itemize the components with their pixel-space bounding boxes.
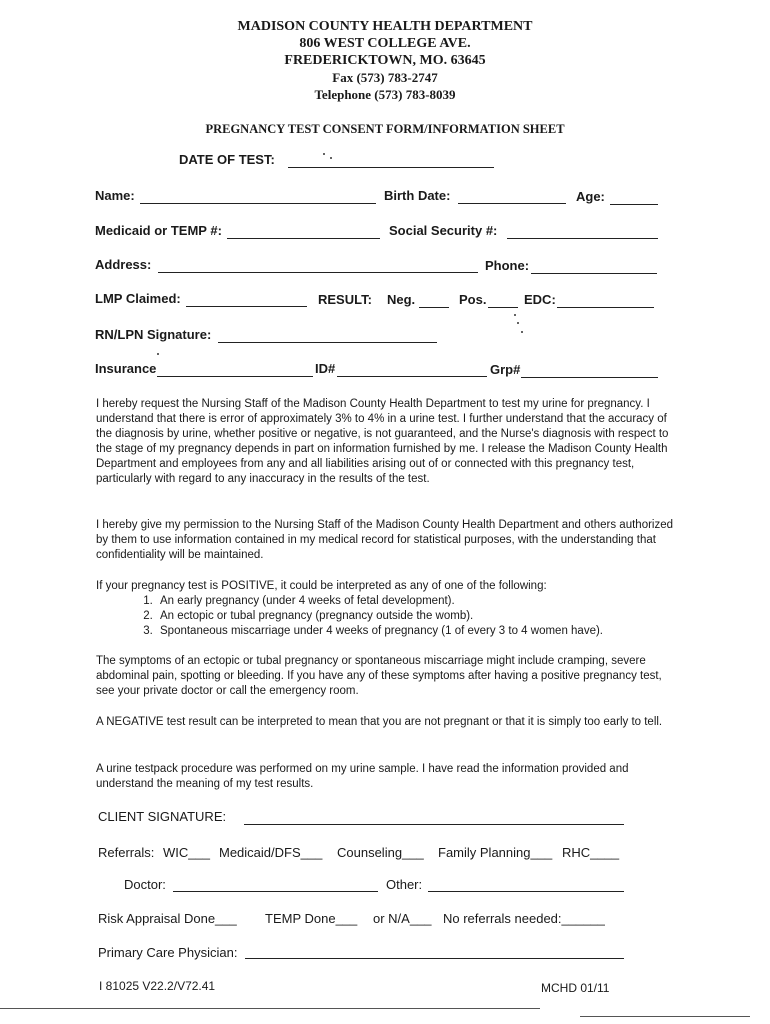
- name-field[interactable]: [140, 203, 376, 204]
- positive-intro: If your pregnancy test is POSITIVE, it could be interpreted as any of one of the following:: [96, 580, 547, 592]
- permission-text: I hereby give my permission to the Nursing Staff of the Madison County Health Department and others authorized by them to use information contained in my medical record for statistical purposes, with the understanding that confidentiality will be maintained.: [96, 519, 674, 561]
- age-field[interactable]: [610, 204, 658, 205]
- ssn-label: Social Security #:: [389, 223, 498, 238]
- consent-text: I hereby request the Nursing Staff of the Madison County Health Department to test my urine for pregnancy. I understand that there is error of approximately 3% to 4% in a urine test. I further understand that the accuracy of the diagnosis by urine, whether positive or negative, is not guaranteed, and the Nurse's diagnosis with respect to the stage of my pregnancy depends in part on information furnished by me. I release the Madison County Health Department and employees from any and all liabilities arising out of or connected with this pregnancy test, particularly with regard to any inaccuracy in the results of the test.: [96, 398, 669, 485]
- grp-field[interactable]: [521, 377, 658, 378]
- referral-counseling[interactable]: Counseling___: [337, 845, 424, 860]
- medicaid-label: Medicaid or TEMP #:: [95, 223, 222, 238]
- symptoms-text: The symptoms of an ectopic or tubal pregnancy or spontaneous miscarriage might include cramping, severe abdominal pain, spotting or bleeding. If you have any of these symptoms after having a positive pregnancy test, see your private doctor or call the emergency room.: [96, 655, 662, 697]
- referral-wic[interactable]: WIC___: [163, 845, 210, 860]
- referrals-label: Referrals:: [98, 845, 155, 860]
- positive-list: [96, 594, 681, 639]
- negative-text: A NEGATIVE test result can be interpreted to mean that you are not pregnant or that it is simply too early to tell.: [96, 716, 663, 728]
- doctor-label: Doctor:: [124, 877, 166, 892]
- ssn-field[interactable]: [507, 238, 658, 239]
- permission-paragraph: [96, 518, 681, 563]
- list-item: 2. An ectopic or tubal pregnancy (pregnancy outside the womb).: [156, 609, 681, 624]
- client-signature-label: CLIENT SIGNATURE:: [98, 809, 227, 824]
- scan-edge-line: [580, 1016, 750, 1017]
- pos-field[interactable]: [488, 307, 518, 308]
- other-label: Other:: [386, 877, 423, 892]
- org-phone: Telephone (573) 783-8039: [314, 87, 456, 102]
- neg-label: Neg.: [387, 292, 416, 307]
- birth-date-label: Birth Date:: [384, 188, 451, 203]
- pos-label: Pos.: [459, 292, 487, 307]
- org-address-city: FREDERICKTOWN, MO. 63645: [284, 53, 486, 68]
- org-address-street: 806 WEST COLLEGE AVE.: [299, 36, 471, 51]
- or-na[interactable]: or N/A___: [373, 911, 432, 926]
- rn-signature-label: RN/LPN Signature:: [95, 327, 212, 342]
- referral-family-planning[interactable]: Family Planning___: [438, 845, 553, 860]
- phone-field[interactable]: [531, 273, 657, 274]
- date-of-test-label: DATE OF TEST:: [179, 152, 275, 167]
- scan-speck: [157, 353, 159, 355]
- insurance-label: Insurance: [95, 361, 157, 376]
- client-signature-field[interactable]: [244, 824, 624, 825]
- no-referrals-needed[interactable]: No referrals needed:______: [443, 911, 605, 926]
- scan-speck: [521, 331, 523, 333]
- id-field[interactable]: [337, 376, 487, 377]
- neg-field[interactable]: [419, 307, 449, 308]
- medicaid-field[interactable]: [227, 238, 380, 239]
- doctor-field[interactable]: [173, 891, 378, 892]
- form-title: PREGNANCY TEST CONSENT FORM/INFORMATION SHEET: [205, 122, 565, 136]
- negative-paragraph: [96, 715, 681, 730]
- lmp-label: LMP Claimed:: [95, 291, 181, 306]
- risk-appraisal-done[interactable]: Risk Appraisal Done___: [98, 911, 237, 926]
- list-item: 3. Spontaneous miscarriage under 4 weeks of pregnancy (1 of every 3 to 4 women have).: [156, 624, 681, 639]
- grp-label: Grp#: [490, 362, 521, 377]
- temp-done[interactable]: TEMP Done___: [265, 911, 358, 926]
- address-field[interactable]: [158, 272, 478, 273]
- name-label: Name:: [95, 188, 135, 203]
- edc-field[interactable]: [557, 307, 654, 308]
- list-item: 1. An early pregnancy (under 4 weeks of fetal development).: [156, 594, 681, 609]
- org-name: MADISON COUNTY HEALTH DEPARTMENT: [237, 19, 533, 34]
- scan-speck: [514, 314, 516, 316]
- org-fax: Fax (573) 783-2747: [332, 70, 438, 85]
- birth-date-field[interactable]: [458, 203, 566, 204]
- letterhead: [0, 18, 770, 103]
- scan-speck: [323, 153, 325, 155]
- testpack-paragraph: [96, 762, 681, 792]
- phone-label: Phone:: [485, 258, 530, 273]
- lmp-field[interactable]: [186, 306, 307, 307]
- insurance-field[interactable]: [157, 376, 313, 377]
- referral-medicaid-dfs[interactable]: Medicaid/DFS___: [219, 845, 323, 860]
- rn-signature-field[interactable]: [218, 342, 437, 343]
- address-label: Address:: [95, 257, 152, 272]
- date-of-test-field[interactable]: [288, 167, 494, 168]
- form-revision: MCHD 01/11: [541, 981, 610, 995]
- result-label: RESULT:: [318, 292, 372, 307]
- scan-edge-line: [0, 1008, 540, 1009]
- age-label: Age:: [576, 189, 605, 204]
- edc-label: EDC:: [524, 292, 556, 307]
- other-field[interactable]: [428, 891, 624, 892]
- consent-paragraph: [96, 397, 681, 487]
- primary-care-field[interactable]: [245, 958, 624, 959]
- form-code: I 81025 V22.2/V72.41: [99, 979, 216, 993]
- scan-speck: [517, 322, 519, 324]
- scan-speck: [330, 157, 332, 159]
- positive-result-section: [96, 579, 681, 639]
- symptoms-paragraph: [96, 654, 681, 699]
- primary-care-label: Primary Care Physician:: [98, 945, 238, 960]
- id-label: ID#: [315, 361, 336, 376]
- referral-rhc[interactable]: RHC____: [562, 845, 620, 860]
- testpack-text: A urine testpack procedure was performed on my urine sample. I have read the information provided and understand the meaning of my test results.: [96, 763, 629, 790]
